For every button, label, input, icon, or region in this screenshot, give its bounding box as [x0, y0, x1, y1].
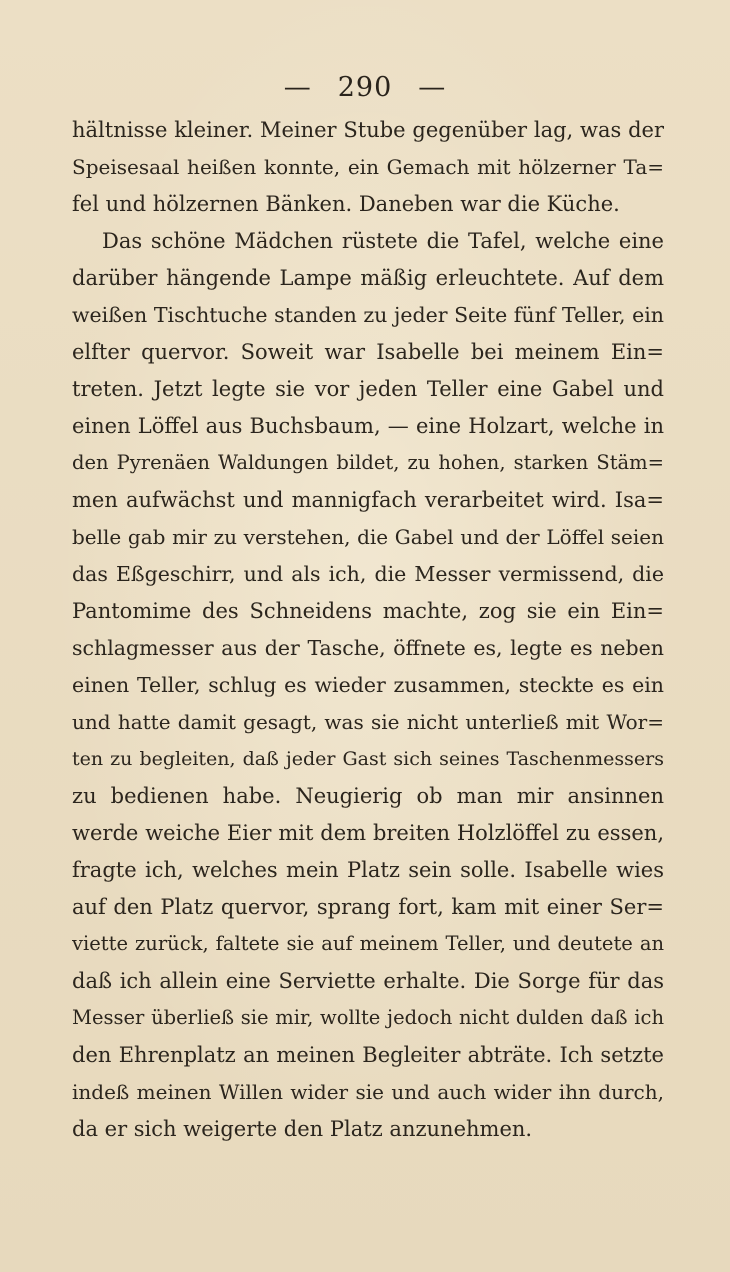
text-line: daß ich allein eine Serviette erhalte. Die Sorge für das	[72, 969, 664, 993]
text-line: auf den Platz quervor, sprang fort, kam mit einer Ser=	[72, 895, 664, 919]
page-header	[0, 68, 730, 108]
text-line: belle gab mir zu verstehen, die Gabel und der Löffel seien	[72, 525, 664, 549]
text-line: hältnisse kleiner. Meiner Stube gegenüber lag, was der	[72, 118, 664, 142]
header-dash-right: —	[418, 72, 447, 103]
text-line: weißen Tischtuche standen zu jeder Seite fünf Teller, ein	[72, 303, 664, 327]
text-line: ten zu begleiten, daß jeder Gast sich seines Taschenmessers	[72, 748, 664, 770]
text-line: schlagmesser aus der Tasche, öffnete es, legte es neben	[72, 636, 664, 660]
page-number: 290	[337, 72, 393, 103]
text-line: einen Teller, schlug es wieder zusammen, steckte es ein	[72, 673, 664, 697]
text-line: da er sich weigerte den Platz anzunehmen.	[72, 1117, 533, 1141]
text-line: das Eßgeschirr, und als ich, die Messer vermissend, die	[72, 562, 664, 586]
text-line: fragte ich, welches mein Platz sein solle. Isabelle wies	[72, 858, 664, 882]
text-line: den Ehrenplatz an meinen Begleiter abträte. Ich setzte	[72, 1043, 664, 1067]
text-line: fel und hölzernen Bänken. Daneben war die Küche.	[72, 192, 620, 216]
text-line: den Pyrenäen Waldungen bildet, zu hohen, starken Stäm=	[72, 451, 664, 474]
text-line: treten. Jetzt legte sie vor jeden Teller eine Gabel und	[72, 377, 664, 401]
text-line: zu bedienen habe. Neugierig ob man mir ansinnen	[72, 784, 664, 808]
text-line: elfter quervor. Soweit war Isabelle bei meinem Ein=	[72, 340, 664, 364]
text-line: Speisesaal heißen konnte, ein Gemach mit hölzerner Ta=	[72, 155, 664, 179]
text-line: darüber hängende Lampe mäßig erleuchtete. Auf dem	[72, 266, 664, 290]
text-line: men aufwächst und mannigfach verarbeitet wird. Isa=	[72, 488, 664, 512]
text-line: einen Löffel aus Buchsbaum, — eine Holzart, welche in	[72, 414, 664, 438]
text-line: und hatte damit gesagt, was sie nicht unterließ mit Wor=	[72, 710, 664, 734]
text-line: werde weiche Eier mit dem breiten Holzlöffel zu essen,	[72, 821, 664, 845]
text-line: Messer überließ sie mir, wollte jedoch nicht dulden daß ich	[72, 1006, 664, 1029]
text-line: Pantomime des Schneidens machte, zog sie ein Ein=	[72, 599, 664, 623]
text-line: viette zurück, faltete sie auf meinem Teller, und deutete an	[72, 932, 664, 955]
text-line: indeß meinen Willen wider sie und auch wider ihn durch,	[72, 1080, 664, 1104]
text-line: Das schöne Mädchen rüstete die Tafel, welche eine	[102, 229, 664, 253]
header-dash-left: —	[283, 72, 312, 103]
